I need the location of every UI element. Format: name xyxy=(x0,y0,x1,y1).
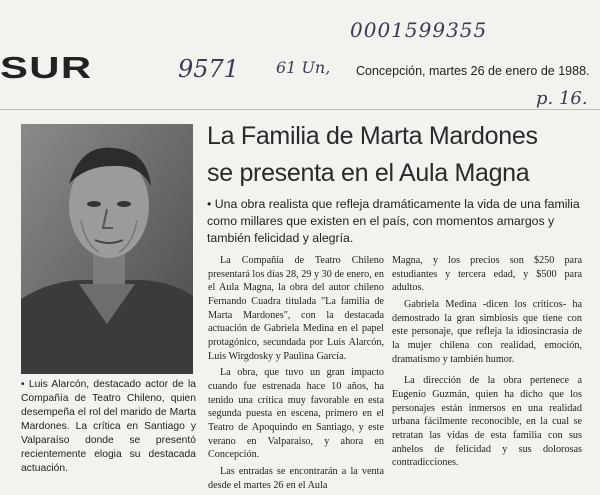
paragraph: Las entradas se encontrarán a la venta desde el martes 26 en el Aula xyxy=(208,466,384,491)
archive-number: 0001599355 xyxy=(350,18,488,42)
header-divider xyxy=(0,109,600,110)
article-column-1 xyxy=(208,254,384,495)
paragraph: Gabriela Medina -dicen los críticos- ha demostrado la gran simbiosis que tiene con este personaje, que refleja la idiosincrasia de la mujer chilena con realidad, emoción, dramatismo y también humor. xyxy=(392,299,582,365)
paragraph: Magna, y los precios son $250 para estudiantes y tercera edad, y $500 para adultos. xyxy=(392,255,582,294)
actor-photo xyxy=(21,124,193,374)
paragraph: La dirección de la obra pertenece a Eugenio Guzmán, quien ha dicho que los personajes están inmersos en una realidad urbana fácilmente reconocible, en la cual se retratan las vidas de esta familia con sus anhelos de felicidad y sus dolorosas contradicciones. xyxy=(392,375,582,469)
actor-portrait-image xyxy=(21,124,193,374)
photo-caption: • Luis Alarcón, destacado actor de la Compañía de Teatro Chileno, quien desempeña el rol del marido de Marta Mardones. La crítica en Santiago y Valparaíso donde se presentó recientemente elogia su destacada actuación. xyxy=(21,379,196,474)
masthead: SUR xyxy=(0,50,93,85)
handwritten-number: 9571 xyxy=(178,55,240,83)
paragraph: La Compañía de Teatro Chileno presentará los días 28, 29 y 30 de enero, en el Aula Magna, la obra del autor chileno Fernando Cuadra titulada "La familia de Marta Mardones", con la destacada actuación de Gabriela Medina en el papel protagónico, secundada por Luis Alarcón, Luis Wirgdosky y Paulina García. xyxy=(208,255,384,362)
headline-line-1: La Familia de Marta Mardones xyxy=(207,122,538,150)
page-reference: p. 16. xyxy=(536,88,588,109)
headline xyxy=(207,118,592,192)
dateline: Concepción, martes 26 de enero de 1988. xyxy=(356,64,590,78)
headline-line-2: se presenta en el Aula Magna xyxy=(207,159,530,187)
paragraph: La obra, que tuvo un gran impacto cuando fue estrenada hace 10 años, ha tenido una crítica muy favorable en esta segunda puesta en escena, primero en el Teatro de Apoquindo en Santiago, y este verano en Valparaíso, y ahora en Concepción. xyxy=(208,367,384,461)
lede-paragraph: • Una obra realista que refleja dramáticamente la vida de una familia como millares que existen en el país, con momentos amargos y también felicidad y alegría. xyxy=(207,197,580,245)
article-column-2 xyxy=(392,254,582,473)
handwritten-date: 61 Un, xyxy=(276,58,331,77)
